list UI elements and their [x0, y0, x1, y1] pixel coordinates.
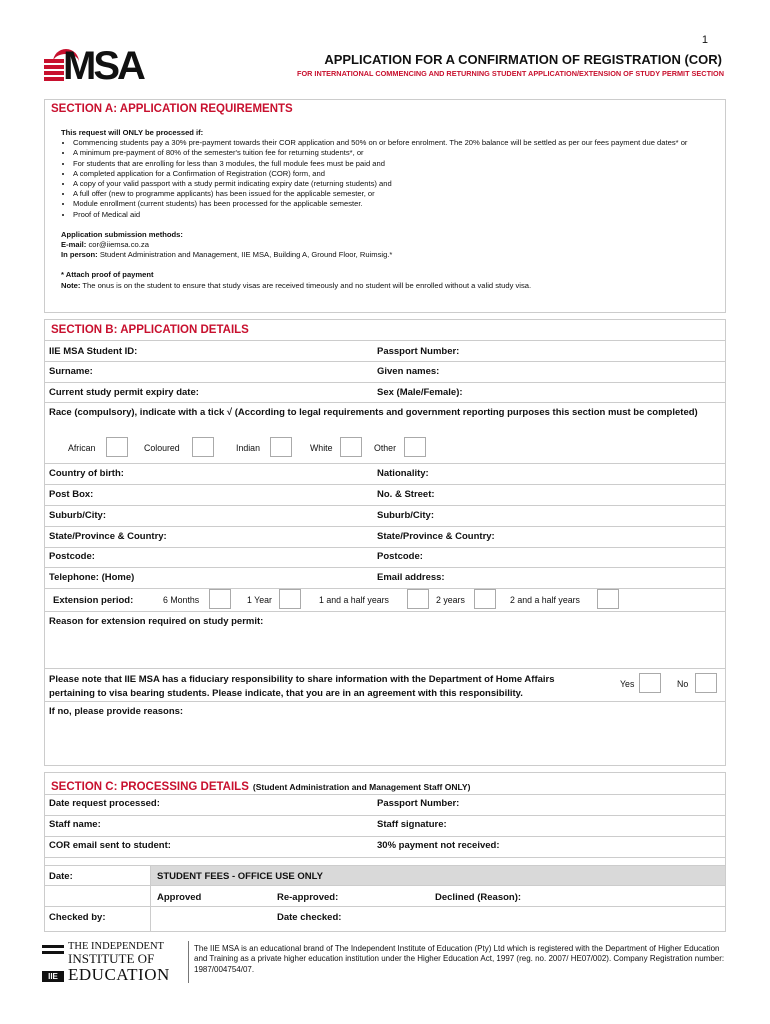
requirements-list [61, 138, 715, 220]
extension-option-label: 2 years [436, 595, 465, 605]
section-c [44, 772, 726, 932]
note-label: Note: [61, 280, 81, 290]
date-checked-field[interactable]: Date checked: [277, 912, 342, 923]
footer-divider [188, 941, 189, 983]
list-item: • A completed application for a Confirmation of Registration (COR) form, and [73, 169, 715, 179]
race-question: Race (compulsory), indicate with a tick √ (According to legal requirements and government reporting purposes this section must be completed) [49, 407, 698, 418]
cor-email-sent-field[interactable]: COR email sent to student: [49, 840, 171, 851]
methods-heading: Application submission methods: [61, 229, 183, 239]
if-no-reasons-field[interactable]: If no, please provide reasons: [49, 706, 184, 717]
inperson-value: Student Administration and Management, IIE MSA, Building A, Ground Floor, Ruimsig.* [99, 250, 393, 260]
checked-by-field[interactable]: Checked by: [49, 912, 106, 923]
requirements-intro: This request will ONLY be processed if: [61, 128, 204, 137]
state-street-field[interactable]: State/Province & Country: [377, 531, 495, 542]
list-item: • Proof of Medical aid [73, 210, 715, 220]
race-option-label: Indian [236, 443, 260, 453]
footer-legal-text: The IIE MSA is an educational brand of The Independent Institute of Education (Pty) Ltd which is registered with the Department of Higher Education and Training as a private higher education institution under the Higher Education Act, 1997 (reg. no. 2007/ HE07/002). Company Registration number: 1987/004754/07. [194, 944, 725, 974]
form-title: APPLICATION FOR A CONFIRMATION OF REGISTRATION (COR) [324, 52, 722, 67]
agreement-yes-checkbox[interactable] [639, 673, 661, 693]
race-white-checkbox[interactable] [340, 437, 362, 457]
staff-passport-field[interactable]: Passport Number: [377, 798, 460, 809]
state-postal-field[interactable]: State/Province & Country: [49, 531, 167, 542]
street-field[interactable]: No. & Street: [377, 489, 435, 500]
list-item: • For students that are enrolling for less than 3 modules, the full module fees must be paid and [73, 159, 715, 169]
extension-2-5-years-checkbox[interactable] [597, 589, 619, 609]
post-box-field[interactable]: Post Box: [49, 489, 94, 500]
attach-note: * Attach proof of payment [61, 270, 154, 280]
sex-field[interactable]: Sex (Male/Female): [377, 387, 463, 398]
section-c-heading: SECTION C: PROCESSING DETAILS [51, 781, 249, 793]
list-item: • Commencing students pay a 30% pre-payment towards their COR application and 50% on or before enrolment. The 20% balance will be settled as per our fees payment due dates* or [73, 138, 715, 148]
staff-signature-field[interactable]: Staff signature: [377, 819, 447, 830]
iie-logo-line2: INSTITUTE OF [68, 951, 155, 966]
logo-bars [44, 59, 64, 85]
surname-field[interactable]: Surname: [49, 366, 93, 377]
extension-option-label: 1 Year [247, 595, 272, 605]
iie-mark: IIE [42, 971, 64, 982]
list-item: • Module enrollment (current students) has been processed for the applicable semester. [73, 199, 715, 209]
nationality-field[interactable]: Nationality: [377, 468, 429, 479]
inperson-label: In person: [61, 250, 98, 260]
date-processed-field[interactable]: Date request processed: [49, 798, 160, 809]
email-address-field[interactable]: Email address: [377, 572, 445, 583]
extension-1-year-checkbox[interactable] [279, 589, 301, 609]
country-of-birth-field[interactable]: Country of birth: [49, 468, 124, 479]
race-option-label: African [68, 443, 96, 453]
section-c-note: (Student Administration and Management Staff ONLY) [252, 782, 471, 792]
postcode-postal-field[interactable]: Postcode: [49, 551, 95, 562]
section-a-heading: SECTION A: APPLICATION REQUIREMENTS [51, 103, 293, 115]
passport-field[interactable]: Passport Number: [377, 346, 460, 357]
race-option-label: Other [374, 443, 397, 453]
email-value[interactable]: cor@iiemsa.co.za [88, 240, 149, 250]
given-names-field[interactable]: Given names: [377, 366, 440, 377]
race-indian-checkbox[interactable] [270, 437, 292, 457]
extension-period-label: Extension period: [53, 595, 134, 606]
race-other-checkbox[interactable] [404, 437, 426, 457]
note-value: The onus is on the student to ensure that study visas are received timeously and no student will be enrolled without a valid study visa. [82, 280, 532, 290]
race-african-checkbox[interactable] [106, 437, 128, 457]
student-id-field[interactable]: IIE MSA Student ID: [49, 346, 138, 357]
declined-field[interactable]: Declined (Reason): [435, 892, 522, 903]
section-b-heading: SECTION B: APPLICATION DETAILS [51, 324, 249, 336]
suburb-postal-field[interactable]: Suburb/City: [49, 510, 106, 521]
section-a [44, 99, 726, 313]
office-fees-heading: STUDENT FEES - OFFICE USE ONLY [157, 871, 323, 882]
iie-logo [42, 941, 184, 983]
telephone-field[interactable]: Telephone: (Home) [49, 572, 135, 583]
payment-not-received-field[interactable]: 30% payment not received: [377, 840, 500, 851]
race-option-label: White [310, 443, 333, 453]
page-number: 1 [701, 34, 708, 46]
race-option-label: Coloured [144, 443, 180, 453]
suburb-street-field[interactable]: Suburb/City: [377, 510, 434, 521]
extension-option-label: 6 Months [163, 595, 200, 605]
fiduciary-notice: Please note that IIE MSA has a fiduciary responsibility to share information with the Department of Home Affairs pertaining to visa bearing students. Please indicate, that you are in an agreement with this responsibility. [49, 674, 555, 699]
reapproved-field[interactable]: Re-approved: [277, 892, 339, 903]
postcode-street-field[interactable]: Postcode: [377, 551, 423, 562]
list-item: • A copy of your valid passport with a study permit indicating expiry date (returning students) and [73, 179, 715, 189]
section-b [44, 319, 726, 766]
office-date-field[interactable]: Date: [49, 871, 73, 882]
extension-2-years-checkbox[interactable] [474, 589, 496, 609]
form-subtitle: FOR INTERNATIONAL COMMENCING AND RETURNING STUDENT APPLICATION/EXTENSION OF STUDY PERMIT SECTION [296, 69, 724, 78]
reason-field[interactable]: Reason for extension required on study permit: [49, 616, 264, 627]
extension-option-label: 2 and a half years [510, 595, 580, 605]
permit-expiry-field[interactable]: Current study permit expiry date: [49, 387, 199, 398]
extension-6-months-checkbox[interactable] [209, 589, 231, 609]
email-label: E-mail: [61, 240, 87, 250]
logo-text: MSA [63, 44, 143, 88]
msa-logo [44, 44, 150, 88]
extension-1-5-years-checkbox[interactable] [407, 589, 429, 609]
list-item: • A minimum pre-payment of 80% of the semester's tuition fee for returning students*, or [73, 148, 715, 158]
agreement-no-checkbox[interactable] [695, 673, 717, 693]
list-item: • A full offer (new to programme applicants) has been issued for the applicable semester, or [73, 189, 715, 199]
iie-logo-line3: EDUCATION [68, 965, 170, 984]
extension-option-label: 1 and a half years [319, 595, 389, 605]
no-label: No [677, 679, 689, 689]
section-a-body [61, 128, 715, 291]
iie-logo-line1: THE INDEPENDENT [68, 941, 164, 952]
staff-name-field[interactable]: Staff name: [49, 819, 101, 830]
yes-label: Yes [620, 679, 635, 689]
approved-field[interactable]: Approved [157, 892, 202, 903]
race-coloured-checkbox[interactable] [192, 437, 214, 457]
